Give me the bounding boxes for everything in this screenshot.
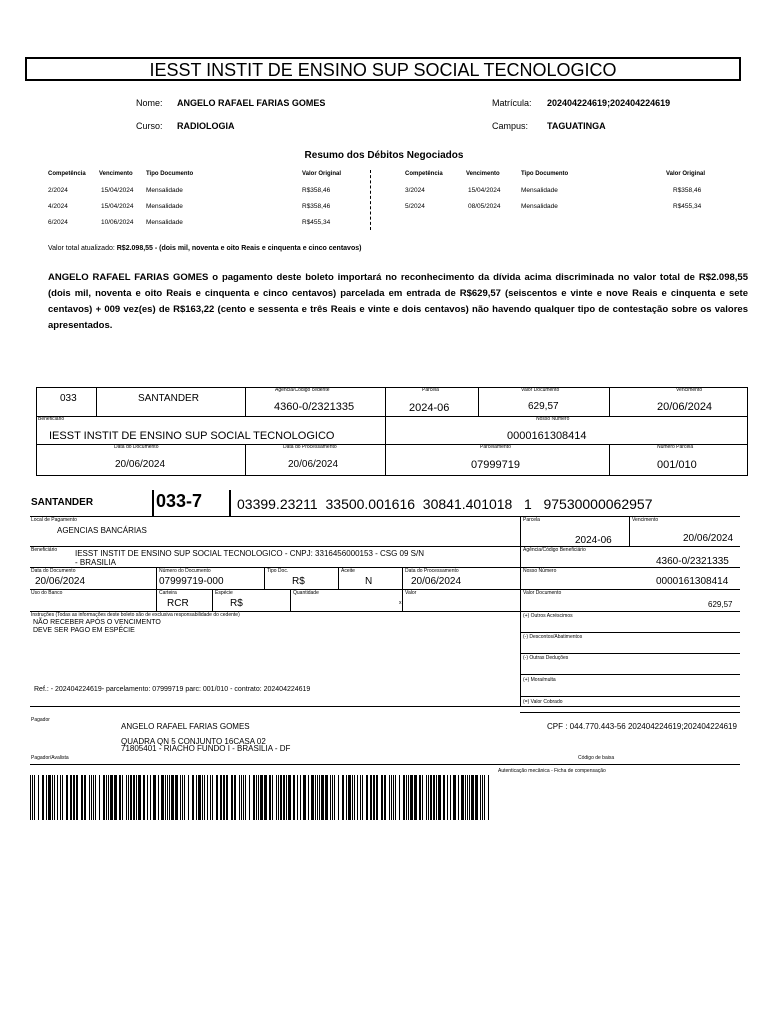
barcode-bar [32, 775, 33, 820]
barcode-bar [73, 775, 75, 820]
barcode-bar [391, 775, 392, 820]
table-row-cell: 6/2024 [48, 219, 68, 226]
divider [402, 567, 403, 589]
barcode-bar [317, 775, 318, 820]
summary-divider [370, 170, 371, 230]
divider [212, 589, 213, 611]
col-valor: Valor Original [302, 171, 342, 177]
barcode-bar [346, 775, 347, 820]
slip-nosso-numero: 0000161308414 [656, 576, 729, 587]
divider [609, 387, 610, 416]
barcode-bar [283, 775, 285, 820]
slip-beneficiario-city: - BRASILIA [75, 558, 116, 565]
slip-num-doc-caption: Número do Documento [159, 568, 211, 574]
barcode-bar [226, 775, 228, 820]
barcode-bar [89, 775, 90, 820]
receipt-data-doc: 20/06/2024 [115, 459, 166, 470]
slip-nosso-caption: Nosso Número [523, 568, 557, 574]
barcode-bar [467, 775, 468, 820]
institution-title: IESST INSTIT DE ENSINO SUP SOCIAL TECNOLOGICO [25, 57, 741, 81]
barcode-bar [366, 775, 368, 820]
campus-label: Campus: [492, 121, 529, 131]
barcode-bar [381, 775, 383, 820]
receipt-parcelamento: 07999719 [471, 459, 520, 471]
barcode-bar [130, 775, 132, 820]
barcode-bar [297, 775, 298, 820]
barcode-bar [373, 775, 375, 820]
barcode-bar [182, 775, 183, 820]
instr-caption: Instruções (Todas as informações deste boleto são de exclusiva responsabilidade do cedente) [31, 612, 240, 618]
slip-valor-doc-caption: Valor Documento [523, 590, 562, 596]
barcode-bar [196, 775, 197, 820]
table-row-cell: Mensalidade [521, 187, 558, 194]
barcode-bar [114, 775, 117, 820]
barcode-bar [428, 775, 429, 820]
slip-aceite-caption: Aceite [341, 568, 355, 574]
slip-tipo-doc: R$ [292, 576, 305, 587]
barcode-bar [184, 775, 185, 820]
barcode-bar [403, 775, 405, 820]
divider [96, 387, 97, 416]
barcode-bar [447, 775, 448, 820]
slip-data-doc: 20/06/2024 [35, 576, 86, 587]
barcode-bar [332, 775, 333, 820]
table-row-cell: Mensalidade [146, 187, 183, 194]
barcode-bar [311, 775, 314, 820]
barcode-bar [171, 775, 174, 820]
barcode-bar [280, 775, 282, 820]
campus-value: TAGUATINGA [547, 121, 606, 131]
slip-beneficiario: IESST INSTIT DE ENSINO SUP SOCIAL TECNOLOGICO - CNPJ: 3316456000153 - CSG 09 S/N [75, 549, 425, 558]
slip-aceite: N [365, 576, 373, 587]
table-row-cell: 15/04/2024 [468, 187, 501, 194]
table-row-cell: 2/2024 [48, 187, 68, 194]
barcode-bar [30, 775, 31, 820]
barcode-bar [272, 775, 273, 820]
barcode-bar [376, 775, 378, 820]
barcode-bar [110, 775, 113, 820]
col-tipo: Tipo Documento [146, 171, 194, 177]
mora-multa: (+) Mora/multa [523, 677, 556, 683]
receipt-valor: 629,57 [528, 401, 559, 412]
total-updated [48, 245, 361, 252]
barcode-bar [414, 775, 417, 820]
parcelamento-caption: Parcelamento [480, 444, 511, 450]
receipt-data-proc: 20/06/2024 [288, 459, 339, 470]
barcode-bar [253, 775, 255, 820]
barcode-bar [128, 775, 129, 820]
slip-parcela-caption: Parcela [523, 517, 540, 523]
barcode-bar [352, 775, 353, 820]
barcode-bar [212, 775, 213, 820]
barcode-bar [198, 775, 201, 820]
divider [520, 712, 740, 713]
slip-especie: R$ [230, 598, 243, 609]
barcode-bar [147, 775, 148, 820]
table-row-cell: 5/2024 [405, 203, 425, 210]
barcode-bar [204, 775, 205, 820]
divider [30, 546, 740, 547]
barcode-bar [293, 775, 295, 820]
barcode-bar [453, 775, 456, 820]
slip-valor-caption: Valor [405, 590, 417, 596]
slip-uso-caption: Uso do Banco [31, 590, 63, 596]
divider [402, 589, 403, 611]
divider [338, 567, 339, 589]
barcode-bar [399, 775, 400, 820]
barcode-bar [70, 775, 72, 820]
divider [36, 416, 748, 417]
barcode-bar [143, 775, 145, 820]
total-value: R$2.098,55 - (dois mil, noventa e oito Reais e cinquenta e cinco centavos) [116, 245, 362, 252]
receipt-bank-name: SANTANDER [138, 393, 199, 404]
matricula-value: 202404224619;202404224619 [547, 98, 671, 108]
barcode-bar [38, 775, 39, 820]
barcode-bar [91, 775, 92, 820]
barcode-bar [260, 775, 263, 820]
local-caption: Local de Pagamento [31, 517, 77, 523]
pagador-cpf: CPF : 044.770.443-56 202404224619;202404224619 [547, 722, 737, 731]
divider [520, 674, 740, 675]
col-valor-2: Valor Original [666, 171, 706, 177]
barcode-bar [325, 775, 328, 820]
barcode-bar [264, 775, 267, 820]
pagador-address-2: 71805401 - RIACHO FUNDO I - BRASILIA - DF [121, 744, 291, 753]
num-parcela-caption: Número Parcela [657, 444, 694, 450]
table-row-cell: R$455,34 [673, 203, 702, 210]
barcode-bar [342, 775, 344, 820]
agencia-caption: Agência/Código cedente [275, 387, 330, 393]
slip-venc-caption: Vencimento [632, 517, 659, 523]
barcode-bar [62, 775, 63, 820]
barcode-bar [93, 775, 94, 820]
barcode-bar [256, 775, 257, 820]
barcode-bar [108, 775, 109, 820]
barcode-bar [153, 775, 156, 820]
slip-reference: Ref.: - 202404224619- parcelamento: 07999719 parc: 001/010 - contrato: 202404224619 [34, 686, 311, 693]
barcode-bar [410, 775, 413, 820]
barcode-bar [161, 775, 164, 820]
barcode-bar [475, 775, 478, 820]
barcode-bar [223, 775, 225, 820]
barcode-bar [158, 775, 159, 820]
barcode-bar [57, 775, 58, 820]
barcode-bar [239, 775, 240, 820]
pagador-caption: Pagador [31, 717, 50, 723]
barcode-bar [443, 775, 445, 820]
matricula-label: Matrícula: [492, 98, 532, 108]
slip-quantidade-caption: Quantidade [293, 590, 319, 596]
table-row-cell: 15/04/2024 [101, 187, 134, 194]
barcode-bar [288, 775, 291, 820]
table-row-cell: Mensalidade [146, 219, 183, 226]
curso-value: RADIOLOGIA [177, 121, 235, 131]
receipt-bank-code: 033 [60, 393, 77, 404]
table-row-cell: R$358,46 [673, 187, 702, 194]
barcode-bar [81, 775, 83, 820]
slip-benef-caption: Beneficiário [31, 547, 58, 553]
col-competencia: Competência [48, 171, 86, 177]
barcode-bar [231, 775, 233, 820]
barcode-bar [46, 775, 47, 820]
table-row-cell: 10/06/2024 [101, 219, 134, 226]
receipt-num-parcela: 001/010 [657, 459, 697, 471]
barcode-bar [84, 775, 86, 820]
instr-line-1: NÃO RECEBER APÓS O VENCIMENTO [33, 619, 161, 626]
barcode-bar [395, 775, 396, 820]
barcode-bar [34, 775, 35, 820]
barcode-bar [99, 775, 100, 820]
barcode-bar [276, 775, 277, 820]
divider [152, 490, 154, 516]
barcode-bar [286, 775, 287, 820]
table-row-cell: Mensalidade [521, 203, 558, 210]
table-row-cell: R$358,46 [302, 187, 331, 194]
nosso-caption: Nosso Número [536, 416, 570, 422]
divider [520, 696, 740, 697]
divider [520, 632, 740, 633]
nome-label: Nome: [136, 98, 163, 108]
divider [229, 490, 231, 516]
beneficiario-caption: Beneficiário [38, 416, 65, 422]
divider [30, 706, 740, 707]
outros-acrescimos: (+) Outros Acréscimos [523, 613, 573, 619]
barcode-bar [54, 775, 55, 820]
divider [385, 387, 386, 476]
barcode-bar [300, 775, 301, 820]
barcode-bar [471, 775, 474, 820]
divider [609, 444, 610, 476]
barcode-bar [180, 775, 181, 820]
receipt-nosso-numero: 0000161308414 [507, 430, 587, 442]
barcode-bar [430, 775, 432, 820]
barcode-bar [433, 775, 435, 820]
barcode-bar [133, 775, 135, 820]
instr-line-2: DEVE SER PAGO EM ESPÉCIE [33, 627, 135, 634]
student-name: ANGELO RAFAEL FARIAS GOMES [177, 98, 326, 108]
slip-data-proc-caption: Data do Processamento [405, 568, 459, 574]
barcode-bar [216, 775, 218, 820]
summary-title: Resumo dos Débitos Negociados [304, 150, 464, 161]
slip-local: AGENCIAS BANCÁRIAS [57, 526, 147, 535]
pagador-address-1: QUADRA QN 5 CONJUNTO 16CASA 02 [121, 737, 266, 746]
divider [30, 567, 740, 568]
barcode-bar [334, 775, 335, 820]
barcode-bar [330, 775, 331, 820]
data-proc-caption: Data do Processamento [283, 444, 337, 450]
barcode-bar [241, 775, 242, 820]
divider [30, 764, 740, 765]
autenticacao-caption: Autenticação mecânica - Ficha de compensação [498, 768, 606, 774]
divider [290, 589, 291, 611]
barcode-bar [66, 775, 68, 820]
barcode-bar [370, 775, 372, 820]
table-row-cell: 4/2024 [48, 203, 68, 210]
barcode-bar [438, 775, 441, 820]
barcode-bar [175, 775, 178, 820]
barcode-bar [450, 775, 451, 820]
barcode-bar [169, 775, 170, 820]
col-vencimento: Vencimento [99, 171, 133, 177]
barcode-bar [122, 775, 123, 820]
col-competencia-2: Competência [405, 171, 443, 177]
total-prefix: Valor total atualizado: [48, 245, 117, 252]
pagador-name: ANGELO RAFAEL FARIAS GOMES [121, 722, 250, 731]
col-tipo-2: Tipo Documento [521, 171, 569, 177]
valor-cobrado: (=) Valor Cobrado [523, 699, 563, 705]
table-row-cell: 08/05/2024 [468, 203, 501, 210]
barcode-bar [48, 775, 51, 820]
barcode-bar [243, 775, 244, 820]
slip-valor-x: x [399, 600, 402, 606]
outras-deducoes: (-) Outras Deduções [523, 655, 569, 661]
barcode-bar [308, 775, 309, 820]
barcode-bar [136, 775, 137, 820]
slip-carteira: RCR [167, 598, 189, 609]
table-row-cell: 15/04/2024 [101, 203, 134, 210]
statement-paragraph: ANGELO RAFAEL FARIAS GOMES o pagamento deste boleto importará no reconhecimento da dívida acima discriminada no valor total de R$2.098,55 (dois mil, noventa e oito Reais e cinquenta e cinco centavos) parcelada em entrada de R$629,57 (seiscentos e vinte e nove Reais e cinquenta e sete centavos) + 009 vez(es) de R$163,22 (cento e sessenta e três Reais e vinte e dois centavos) não havendo qualquer tipo de contestação sobre os valores apresentados. [48, 272, 748, 331]
divider [478, 387, 479, 416]
receipt-agencia: 4360-0/2321335 [274, 401, 355, 413]
table-row-cell: R$455,34 [302, 219, 331, 226]
barcode-bar [192, 775, 194, 820]
barcode-bar [210, 775, 211, 820]
barcode-bar [103, 775, 105, 820]
table-row-cell: R$358,46 [302, 203, 331, 210]
barcode-bar [360, 775, 361, 820]
barcode-bar [315, 775, 316, 820]
barcode-bar [188, 775, 189, 820]
divider [629, 516, 630, 546]
barcode-bar [357, 775, 358, 820]
barcode-bar [393, 775, 394, 820]
barcode-bar [76, 775, 78, 820]
slip-bank-name: SANTANDER [31, 497, 94, 508]
barcode-bar [436, 775, 437, 820]
barcode-bar [220, 775, 222, 820]
slip-num-doc: 07999719-000 [159, 576, 224, 587]
barcode-bar [338, 775, 339, 820]
barcode-bar [126, 775, 127, 820]
barcode-bar [106, 775, 107, 820]
divider [264, 567, 265, 589]
barcode-bar [488, 775, 489, 820]
barcode-bar [426, 775, 427, 820]
receipt-parcela: 2024-06 [409, 402, 450, 414]
barcode-bar [458, 775, 459, 820]
barcode-bar [207, 775, 208, 820]
barcode-bar [52, 775, 53, 820]
barcode-bar [406, 775, 407, 820]
cod-baixa-caption: Código de baixa [578, 755, 615, 761]
barcode-bar [138, 775, 141, 820]
vencimento-caption: Vencimento [676, 387, 703, 393]
barcode-bar [362, 775, 363, 820]
barcode-bar [465, 775, 466, 820]
divider [520, 653, 740, 654]
parcela-caption: Parcela [422, 387, 439, 393]
slip-tipo-doc-caption: Tipo Doc. [267, 568, 289, 574]
barcode-bar [319, 775, 320, 820]
slip-data-proc: 20/06/2024 [411, 576, 462, 587]
barcode-bar [303, 775, 306, 820]
barcode-bar [484, 775, 485, 820]
barcode-bar [202, 775, 203, 820]
barcode-bar [408, 775, 409, 820]
divider [30, 589, 740, 590]
curso-label: Curso: [136, 121, 163, 131]
barcode-bar [167, 775, 168, 820]
barcode-bar [389, 775, 390, 820]
barcode-bar [234, 775, 236, 820]
descontos: (-) Descontos/Abatimentos [523, 634, 583, 640]
barcode-bar [60, 775, 61, 820]
slip-especie-caption: Espécie [215, 590, 233, 596]
slip-carteira-caption: Carteira [159, 590, 177, 596]
barcode-bar [258, 775, 259, 820]
barcode-bar [95, 775, 96, 820]
divider [245, 387, 246, 416]
barcode [30, 775, 492, 820]
barcode-bar [278, 775, 279, 820]
table-row-cell: Mensalidade [146, 203, 183, 210]
barcode-bar [150, 775, 151, 820]
barcode-bar [422, 775, 423, 820]
barcode-bar [321, 775, 324, 820]
receipt-vencimento: 20/06/2024 [657, 401, 713, 413]
slip-agencia-caption: Agência/Código Beneficiário [523, 547, 586, 553]
barcode-bar [384, 775, 386, 820]
valor-caption: Valor Documento [521, 387, 560, 393]
barcode-bar [461, 775, 464, 820]
barcode-bar [469, 775, 470, 820]
slip-parcela: 2024-06 [575, 535, 612, 546]
barcode-bar [482, 775, 483, 820]
barcode-bar [419, 775, 421, 820]
slip-bank-code: 033-7 [156, 491, 203, 511]
barcode-bar [269, 775, 271, 820]
slip-vencimento: 20/06/2024 [683, 533, 734, 544]
table-row-cell: 3/2024 [405, 187, 425, 194]
digitable-line: 03399.23211 33500.001616 30841.401018 1 97530000062957 [237, 496, 653, 512]
barcode-bar [480, 775, 481, 820]
barcode-bar [348, 775, 351, 820]
barcode-bar [165, 775, 166, 820]
slip-valor-doc: 629,57 [708, 600, 733, 609]
barcode-bar [119, 775, 121, 820]
divider [245, 444, 246, 476]
slip-data-doc-caption: Data do Documento [31, 568, 76, 574]
barcode-bar [42, 775, 44, 820]
col-vencimento-2: Vencimento [466, 171, 500, 177]
barcode-bar [245, 775, 246, 820]
barcode-bar [354, 775, 355, 820]
receipt-beneficiario: IESST INSTIT DE ENSINO SUP SOCIAL TECNOLOGICO [49, 430, 335, 442]
avalista-caption: Pagador/Avalista [31, 755, 69, 761]
data-doc-caption: Data do Documento [114, 444, 159, 450]
barcode-bar [249, 775, 250, 820]
slip-agencia: 4360-0/2321335 [656, 556, 729, 567]
